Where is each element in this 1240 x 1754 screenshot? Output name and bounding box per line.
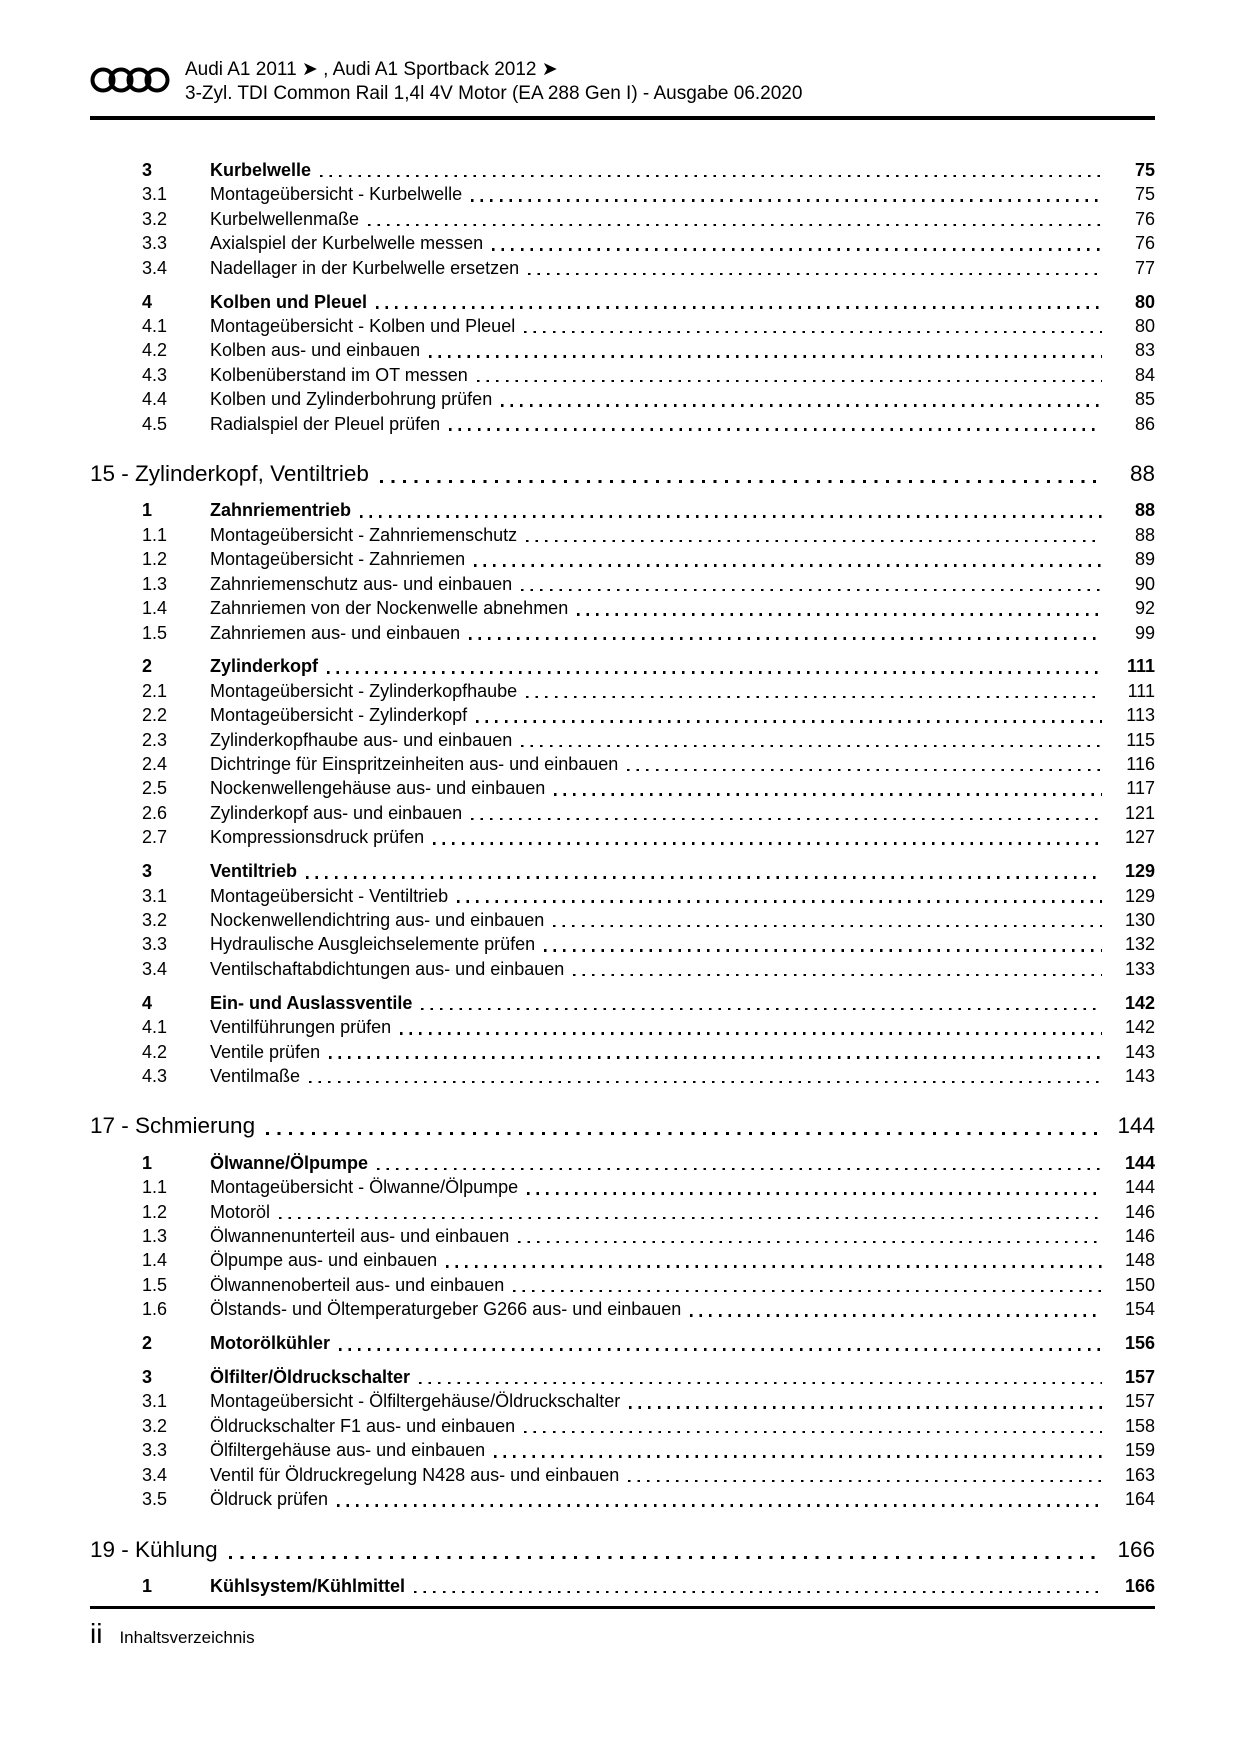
toc-row — [90, 1248, 1155, 1272]
toc-entry-page: 157 — [1124, 1391, 1155, 1412]
toc-entry-number: 3.3 — [142, 1440, 168, 1461]
toc-entry-page: 143 — [1124, 1041, 1155, 1062]
header-engine-line: 3-Zyl. TDI Common Rail 1,4l 4V Motor (EA 288 Gen I) - Ausgabe 06.2020 — [185, 83, 803, 104]
toc-entry-title: Zylinderkopfhaube aus- und einbauen — [210, 729, 513, 750]
toc-entry-title: Zylinderkopf — [210, 656, 319, 677]
toc-row — [90, 1297, 1155, 1321]
dot-leader — [457, 900, 1102, 903]
toc-entry-number: 2.4 — [142, 754, 168, 775]
toc-entry-number: 1.3 — [142, 573, 168, 594]
toc-row — [90, 859, 1155, 883]
toc-entry-title: Kolben aus- und einbauen — [210, 340, 421, 361]
header-model-line: Audi A1 2011 ➤ , Audi A1 Sportback 2012 ➤ — [185, 59, 558, 80]
toc-entry-page: 80 — [1134, 315, 1155, 336]
toc-row — [90, 1151, 1155, 1175]
toc-entry-page: 146 — [1124, 1201, 1155, 1222]
toc-entry-title: Kolben und Zylinderbohrung prüfen — [210, 389, 493, 410]
toc-entry-number: 3.4 — [142, 1464, 168, 1485]
toc-row — [90, 1015, 1155, 1039]
toc-row — [90, 523, 1155, 547]
toc-entry-title: Ventiltrieb — [210, 861, 298, 882]
toc-row — [90, 1389, 1155, 1413]
toc-row — [90, 314, 1155, 338]
toc-entry-page: 144 — [1124, 1177, 1155, 1198]
toc-entry-number: 3.2 — [142, 909, 168, 930]
toc-entry-title: Ölwannenunterteil aus- und einbauen — [210, 1226, 510, 1247]
toc-entry-title: Ventil für Öldruckregelung N428 aus- und einbauen — [210, 1464, 620, 1485]
toc-entry-number: 3 — [142, 160, 153, 180]
toc-row — [90, 752, 1155, 776]
toc-row — [90, 412, 1155, 436]
dot-leader — [492, 248, 1102, 251]
toc-entry-title: Ölfiltergehäuse aus- und einbauen — [210, 1440, 486, 1461]
dot-leader — [337, 1504, 1102, 1507]
toc-entry-page: 156 — [1124, 1333, 1155, 1354]
dot-leader — [446, 1265, 1102, 1268]
dot-leader — [368, 224, 1102, 227]
toc-entry-title: 17 - Schmierung — [90, 1113, 256, 1139]
dot-leader — [429, 355, 1102, 358]
toc-entry-number: 1.1 — [142, 1177, 168, 1198]
toc-entry-number: 4.3 — [142, 1065, 168, 1086]
toc-entry-number: 3.1 — [142, 184, 168, 205]
toc-entry-page: 129 — [1124, 861, 1155, 882]
dot-leader — [449, 428, 1102, 431]
toc-entry-title: Ein- und Auslassventile — [210, 992, 413, 1013]
toc-entry-title: Montageübersicht - Zahnriemenschutz — [210, 524, 518, 545]
dot-leader — [573, 974, 1102, 977]
toc-entry-page: 144 — [1124, 1152, 1155, 1173]
toc-entry-number: 4.2 — [142, 340, 168, 361]
toc-row — [90, 338, 1155, 362]
toc-entry-page: 75 — [1134, 184, 1155, 205]
toc-row — [90, 547, 1155, 571]
toc-entry-page: 142 — [1124, 1017, 1155, 1038]
toc-entry-number: 1 — [142, 1152, 153, 1173]
toc-entry-page: 77 — [1134, 257, 1155, 278]
toc-entry-page: 85 — [1134, 389, 1155, 410]
toc-entry-number: 1 — [142, 1576, 153, 1596]
toc-entry-page: 90 — [1134, 573, 1155, 594]
dot-leader — [690, 1314, 1102, 1317]
dot-leader — [544, 949, 1102, 952]
toc-entry-number: 1.2 — [142, 549, 168, 570]
header-text-block — [185, 58, 802, 106]
toc-row — [90, 1111, 1155, 1141]
toc-entry-number: 2.5 — [142, 778, 168, 799]
dot-leader — [476, 720, 1102, 723]
toc-row — [90, 182, 1155, 206]
toc-entry-title: Montageübersicht - Ölwanne/Ölpumpe — [210, 1177, 519, 1198]
toc-row — [90, 1040, 1155, 1064]
toc-entry-title: Nockenwellendichtring aus- und einbauen — [210, 909, 545, 930]
toc-entry-title: Ölstands- und Öltemperaturgeber G266 aus- und einbauen — [210, 1299, 682, 1320]
dot-leader — [528, 273, 1102, 276]
dot-leader — [518, 1241, 1102, 1244]
toc-entry-number: 4.1 — [142, 315, 168, 336]
toc-row — [90, 1535, 1155, 1565]
toc-row — [90, 1224, 1155, 1248]
toc-row — [90, 908, 1155, 932]
dot-leader — [306, 876, 1102, 879]
toc-entry-page: 88 — [1134, 500, 1155, 521]
toc-entry-page: 142 — [1124, 992, 1155, 1013]
toc-entry-title: Nockenwellengehäuse aus- und einbauen — [210, 778, 546, 799]
toc-entry-page: 99 — [1134, 622, 1155, 643]
toc-entry-title: Öldruck prüfen — [210, 1489, 329, 1510]
toc-entry-title: Nadellager in der Kurbelwelle ersetzen — [210, 257, 520, 278]
toc-entry-title: Motorölkühler — [210, 1333, 330, 1354]
toc-entry-page: 146 — [1124, 1226, 1155, 1247]
toc-entry-title: Kurbelwellenmaße — [210, 208, 360, 229]
toc-entry-page: 88 — [1134, 524, 1155, 545]
toc-entry-title: Ölwanne/Ölpumpe — [210, 1152, 369, 1173]
toc-row — [90, 290, 1155, 314]
toc-entry-page: 129 — [1124, 885, 1155, 906]
toc-entry-page: 157 — [1124, 1367, 1155, 1388]
toc-entry-page: 88 — [1129, 460, 1155, 486]
toc-entry-page: 84 — [1134, 364, 1155, 385]
toc-entry-number: 1.4 — [142, 1250, 168, 1271]
toc-entry-number: 3.4 — [142, 257, 168, 278]
toc-entry-page: 163 — [1124, 1464, 1155, 1485]
toc-entry-page: 113 — [1126, 705, 1155, 726]
dot-leader — [628, 1480, 1102, 1483]
toc-entry-title: Dichtringe für Einspritzeinheiten aus- und einbauen — [210, 754, 619, 775]
dot-leader — [513, 1290, 1102, 1293]
toc-entry-page: 164 — [1124, 1489, 1155, 1510]
toc-row — [90, 1064, 1155, 1088]
toc-entry-title: Ventilmaße — [210, 1065, 301, 1086]
dot-leader — [471, 199, 1102, 202]
dot-leader — [380, 480, 1101, 483]
toc-entry-number: 1.6 — [142, 1299, 168, 1320]
toc-row — [90, 1463, 1155, 1487]
dot-leader — [526, 696, 1102, 699]
toc-row — [90, 621, 1155, 645]
toc-entry-title: Zahnriemenschutz aus- und einbauen — [210, 573, 513, 594]
dot-leader — [339, 1348, 1102, 1351]
dot-leader — [327, 671, 1102, 674]
dot-leader — [266, 1132, 1101, 1135]
toc-row — [90, 363, 1155, 387]
toc-entry-page: 117 — [1126, 778, 1155, 799]
toc-entry-page: 76 — [1134, 208, 1155, 229]
toc-entry-title: Zahnriemen aus- und einbauen — [210, 622, 461, 643]
dot-leader — [400, 1032, 1102, 1035]
toc-entry-page: 158 — [1124, 1415, 1155, 1436]
toc-entry-title: Ölpumpe aus- und einbauen — [210, 1250, 438, 1271]
dot-leader — [279, 1217, 1102, 1220]
toc-entry-title: Montageübersicht - Zylinderkopf — [210, 705, 468, 726]
footer-page-number: ii — [90, 1618, 103, 1650]
footer-section-label: Inhaltsverzeichnis — [119, 1628, 255, 1648]
toc-row — [90, 596, 1155, 620]
dot-leader — [494, 1455, 1102, 1458]
toc-row — [90, 1365, 1155, 1389]
toc-entry-page: 86 — [1134, 413, 1155, 434]
toc-row — [90, 158, 1155, 182]
toc-row — [90, 932, 1155, 956]
dot-leader — [524, 331, 1102, 334]
toc-entry-number: 2.2 — [142, 705, 168, 726]
dot-leader — [521, 589, 1102, 592]
toc-row — [90, 884, 1155, 908]
toc-entry-title: Motoröl — [210, 1201, 271, 1222]
toc-entry-number: 3.3 — [142, 934, 168, 955]
toc-entry-number: 3.1 — [142, 885, 168, 906]
toc-entry-page: 75 — [1134, 160, 1155, 180]
toc-entry-page: 80 — [1134, 291, 1155, 312]
dot-leader — [501, 404, 1102, 407]
toc-entry-page: 83 — [1134, 340, 1155, 361]
audi-rings-icon — [90, 62, 170, 98]
toc-entry-page: 116 — [1126, 754, 1155, 775]
toc-entry-number: 2 — [142, 656, 153, 677]
toc-entry-title: Kühlsystem/Kühlmittel — [210, 1576, 406, 1596]
toc-entry-page: 133 — [1124, 958, 1155, 979]
toc-entry-number: 3 — [142, 1367, 153, 1388]
toc-entry-number: 4.5 — [142, 413, 168, 434]
toc-entry-title: Zylinderkopf aus- und einbauen — [210, 802, 463, 823]
toc-row — [90, 1175, 1155, 1199]
toc-entry-number: 3.2 — [142, 208, 168, 229]
toc-entry-number: 4.2 — [142, 1041, 168, 1062]
toc-row — [90, 991, 1155, 1015]
toc-entry-title: Montageübersicht - Ventiltrieb — [210, 885, 449, 906]
toc-entry-number: 2.7 — [142, 827, 168, 848]
toc-entry-number: 1.5 — [142, 1274, 168, 1295]
dot-leader — [229, 1556, 1101, 1559]
toc-entry-number: 1.1 — [142, 524, 168, 545]
dot-leader — [527, 1192, 1102, 1195]
toc-entry-page: 111 — [1127, 680, 1155, 701]
toc-entry-number: 1.2 — [142, 1201, 168, 1222]
toc-entry-title: Ölwannenoberteil aus- und einbauen — [210, 1274, 505, 1295]
toc-entry-page: 111 — [1126, 656, 1155, 677]
toc-entry-number: 3.2 — [142, 1415, 168, 1436]
dot-leader — [377, 1168, 1102, 1171]
page-header — [90, 58, 1155, 106]
toc-entry-page: 144 — [1117, 1113, 1155, 1139]
toc-entry-page: 92 — [1134, 598, 1155, 619]
toc-row — [90, 1487, 1155, 1511]
toc-row — [90, 231, 1155, 255]
toc-entry-title: Kolbenüberstand im OT messen — [210, 364, 468, 385]
toc-entry-title: Öldruckschalter F1 aus- und einbauen — [210, 1415, 516, 1436]
toc-entry-title: Montageübersicht - Kurbelwelle — [210, 184, 463, 205]
toc-entry-page: 148 — [1124, 1250, 1155, 1271]
toc-entry-number: 1 — [142, 500, 153, 521]
toc-entry-title: Ölfilter/Öldruckschalter — [210, 1367, 411, 1388]
toc-entry-page: 132 — [1124, 934, 1155, 955]
toc-entry-number: 1.5 — [142, 622, 168, 643]
toc-row — [90, 679, 1155, 703]
toc-entry-title: Montageübersicht - Zahnriemen — [210, 549, 466, 570]
toc-entry-number: 4.4 — [142, 389, 168, 410]
toc-row — [90, 728, 1155, 752]
toc-row — [90, 1200, 1155, 1224]
toc-entry-page: 166 — [1124, 1576, 1155, 1596]
dot-leader — [469, 637, 1102, 640]
dot-leader — [376, 306, 1102, 309]
toc-entry-number: 3.5 — [142, 1489, 168, 1510]
toc-row — [90, 1331, 1155, 1355]
dot-leader — [477, 380, 1102, 383]
toc-entry-number: 2.6 — [142, 802, 168, 823]
toc-row — [90, 654, 1155, 678]
toc-row — [90, 801, 1155, 825]
toc-row — [90, 1438, 1155, 1462]
toc-entry-number: 3.1 — [142, 1391, 168, 1412]
toc-entry-title: Montageübersicht - Kolben und Pleuel — [210, 315, 516, 336]
dot-leader — [629, 1406, 1102, 1409]
toc-entry-number: 4.3 — [142, 364, 168, 385]
toc-entry-number: 1.3 — [142, 1226, 168, 1247]
toc-entry-page: 76 — [1134, 233, 1155, 254]
toc-row — [90, 1273, 1155, 1297]
toc-row — [90, 207, 1155, 231]
dot-leader — [329, 1056, 1102, 1059]
toc-entry-number: 3.4 — [142, 958, 168, 979]
toc-entry-page: 154 — [1124, 1299, 1155, 1320]
toc-entry-title: Zahnriemen von der Nockenwelle abnehmen — [210, 598, 569, 619]
dot-leader — [474, 564, 1102, 567]
toc-entry-title: 15 - Zylinderkopf, Ventiltrieb — [90, 460, 369, 486]
toc-entry-title: Kolben und Pleuel — [210, 291, 368, 312]
toc-row — [90, 1574, 1155, 1598]
dot-leader — [554, 793, 1102, 796]
header-rule — [90, 116, 1155, 120]
toc-entry-page: 159 — [1124, 1440, 1155, 1461]
toc-entry-title: Zahnriementrieb — [210, 500, 352, 521]
dot-leader — [471, 818, 1102, 821]
dot-leader — [309, 1081, 1102, 1084]
toc-row — [90, 825, 1155, 849]
toc-entry-page: 121 — [1124, 802, 1155, 823]
toc-row — [90, 957, 1155, 981]
dot-leader — [627, 769, 1102, 772]
toc-entry-title: Montageübersicht - Zylinderkopfhaube — [210, 680, 518, 701]
toc-entry-title: Axialspiel der Kurbelwelle messen — [210, 233, 484, 254]
toc-row — [90, 498, 1155, 522]
toc-entry-number: 2 — [142, 1333, 153, 1354]
toc-entry-title: Radialspiel der Pleuel prüfen — [210, 413, 441, 434]
footer-rule — [90, 1606, 1155, 1609]
toc-entry-title: Kurbelwelle — [210, 160, 312, 180]
dot-leader — [419, 1382, 1102, 1385]
page-footer — [90, 1618, 1155, 1650]
dot-leader — [433, 842, 1102, 845]
toc-row — [90, 1414, 1155, 1438]
toc-entry-title: Ventilführungen prüfen — [210, 1017, 392, 1038]
dot-leader — [320, 175, 1102, 178]
toc-entry-page: 150 — [1124, 1274, 1155, 1295]
table-of-contents — [90, 158, 1155, 1598]
dot-leader — [360, 515, 1102, 518]
toc-entry-title: Montageübersicht - Ölfiltergehäuse/Öldruckschalter — [210, 1391, 621, 1412]
toc-row — [90, 572, 1155, 596]
toc-entry-number: 2.3 — [142, 729, 168, 750]
toc-entry-number: 4 — [142, 291, 153, 312]
toc-entry-number: 2.1 — [142, 680, 168, 701]
dot-leader — [414, 1591, 1102, 1594]
toc-entry-number: 3.3 — [142, 233, 168, 254]
toc-entry-page: 143 — [1124, 1065, 1155, 1086]
toc-entry-title: 19 - Kühlung — [90, 1536, 218, 1562]
toc-entry-title: Kompressionsdruck prüfen — [210, 827, 425, 848]
dot-leader — [553, 925, 1102, 928]
toc-entry-page: 130 — [1124, 909, 1155, 930]
toc-entry-page: 166 — [1117, 1536, 1155, 1562]
toc-row — [90, 776, 1155, 800]
dot-leader — [524, 1431, 1102, 1434]
dot-leader — [526, 540, 1102, 543]
toc-entry-number: 4 — [142, 992, 153, 1013]
dot-leader — [421, 1008, 1102, 1011]
toc-entry-page: 89 — [1134, 549, 1155, 570]
toc-row — [90, 387, 1155, 411]
toc-entry-page: 115 — [1126, 729, 1155, 750]
toc-row — [90, 703, 1155, 727]
toc-row — [90, 256, 1155, 280]
dot-leader — [577, 613, 1102, 616]
toc-row — [90, 459, 1155, 489]
toc-entry-title: Ventile prüfen — [210, 1041, 321, 1062]
toc-entry-page: 127 — [1124, 827, 1155, 848]
dot-leader — [521, 745, 1102, 748]
toc-entry-number: 4.1 — [142, 1017, 168, 1038]
toc-entry-number: 1.4 — [142, 598, 168, 619]
toc-entry-title: Hydraulische Ausgleichselemente prüfen — [210, 934, 536, 955]
toc-entry-title: Ventilschaftabdichtungen aus- und einbauen — [210, 958, 565, 979]
toc-entry-number: 3 — [142, 861, 153, 882]
